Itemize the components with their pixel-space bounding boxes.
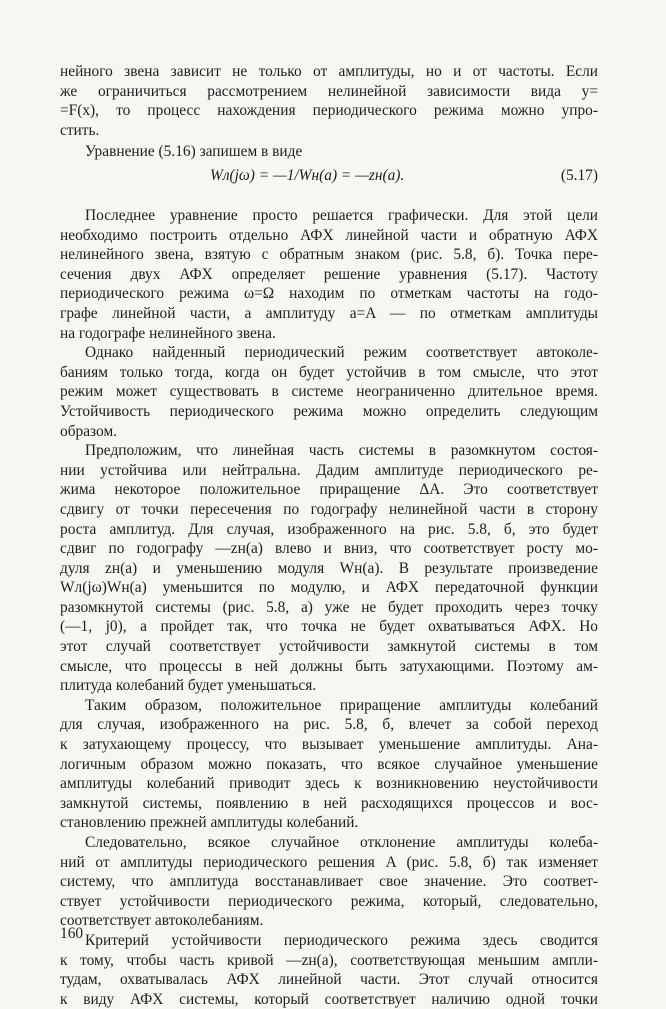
paragraph (60, 206, 598, 343)
text-line: Последнее уравнение просто решается графически. Для этой цели (85, 207, 598, 224)
text-line: амплитуды колебаний приводит здесь к возникновению неустойчивости (60, 775, 598, 793)
text-line: этот случай соответствует устойчивости замкнутой системы в том (60, 638, 598, 656)
text-line: роста амплитуд. Для случая, изображенного на рис. 5.8, б, это будет (60, 520, 598, 538)
text-line: Предположим, что линейная часть системы в разомкнутом состоя- (85, 442, 598, 460)
text-line: ний от амплитуды периодического решения A (рис. 5.8, б) так изменяет (60, 853, 598, 871)
text-line: нии устойчива или нейтральна. Дадим амплитуде периодического ре- (60, 461, 598, 479)
text-line: плитуда колебаний будет уменьшаться. (60, 677, 317, 695)
text-line: жима некоторое положительное приращение ΔA. Это соответствует (60, 481, 598, 499)
text-line: графе линейной части, а амплитуду a=A — по отметкам амплитуды (60, 304, 598, 322)
text-line: к затухающему процессу, что вызывает уменьшение амплитуды. Ана- (60, 736, 598, 754)
text-line: (—1, j0), а пройдет так, что точка не будет охватываться АФХ. Но (60, 618, 598, 636)
text-line: сечения двух АФХ определяет решение уравнения (5.17). Частоту (60, 265, 598, 283)
text-line: Таким образом, положительное приращение амплитуды колебаний (85, 696, 598, 714)
text-line: замкнутой системы, появлению в ней расходящихся процессов и вос- (60, 794, 598, 812)
text-line: систему, что амплитуда восстанавливает свое значение. Это соответ- (60, 873, 598, 891)
text-line: стить. (60, 121, 100, 139)
text-line: =F(x), то процесс нахождения периодического режима можно упро- (60, 102, 598, 120)
text-line: соответствует автоколебаниям. (60, 912, 264, 930)
text-line: Устойчивость периодического режима можно определить следующим (60, 402, 598, 420)
text-line: сдвигу от точки пересечения по годографу нелинейной части в сторону (60, 500, 598, 518)
text-line: Критерий устойчивости периодического режима здесь сводится (85, 931, 598, 949)
paragraph (60, 696, 598, 833)
text-line: ствует устойчивости периодического режима, который, следовательно, (60, 892, 598, 910)
text-line: тудам, охватывалась АФХ линейной части. Этот случай относится (60, 971, 598, 989)
opening-text (60, 62, 598, 162)
text-line: на годографе нелинейного звена. (60, 324, 276, 342)
main-text (60, 206, 598, 1009)
text-line: разомкнутой системы (рис. 5.8, а) уже не будет проходить через точку (60, 598, 598, 616)
text-line: для случая, изображенного на рис. 5.8, б, влечет за собой переход (60, 716, 598, 734)
text-line: к тому, чтобы часть кривой —zн(a), соответствующая меньшим ампли- (60, 951, 598, 969)
text-line: логичным образом можно показать, что всякое случайное уменьшение (60, 755, 598, 773)
text-line: необходимо построить отдельно АФХ линейной части и обратную АФХ (60, 226, 598, 244)
paragraph (60, 343, 598, 441)
page-number: 160 (60, 925, 84, 942)
text-line: сдвиг по годографу —zн(a) влево и вниз, что соответствует росту мо- (60, 540, 598, 558)
paragraph (60, 931, 598, 1009)
text-line: периодического режима ω=Ω находим по отметкам частоты на годо- (60, 285, 598, 303)
text-line: становлению прежней амплитуды колебаний. (60, 814, 359, 832)
paragraph (60, 833, 598, 931)
text-line: Следовательно, всякое случайное отклонение амплитуды колеба- (85, 834, 598, 851)
text-line: смысле, что процессы в ней должны быть затухающими. Поэтому ам- (60, 657, 598, 675)
text-line: нейного звена зависит не только от амплитуды, но и от частоты. Если (60, 63, 598, 80)
text-line: баниям только тогда, когда он будет устойчив в том смысле, что этот (60, 363, 598, 381)
text-line: же ограничиться рассмотрением нелинейной зависимости вида y= (60, 82, 598, 100)
equation-expression: Wл(jω) = —1/Wн(a) = —zн(a). (210, 167, 405, 184)
text-line: образом. (60, 422, 118, 440)
equation-5-17 (60, 167, 598, 189)
text-line: дуля zн(a) и уменьшению модуля Wн(a). В результате произведение (60, 559, 598, 577)
text-line: к виду АФХ системы, который соответствует наличию одной точки (60, 990, 598, 1008)
equation-intro: Уравнение (5.16) запишем в виде (85, 143, 303, 161)
text-line: режим может существовать в системе неограниченно длительное время. (60, 383, 598, 401)
text-line: Wл(jω)Wн(a) уменьшится по модулю, и АФХ передаточной функции (60, 579, 598, 597)
paragraph (60, 441, 598, 696)
text-line: Однако найденный периодический режим соответствует автоколе- (85, 344, 598, 362)
equation-number: (5.17) (560, 167, 598, 184)
text-line: нелинейного звена, взятую с обратным знаком (рис. 5.8, б). Точка пере- (60, 246, 598, 264)
